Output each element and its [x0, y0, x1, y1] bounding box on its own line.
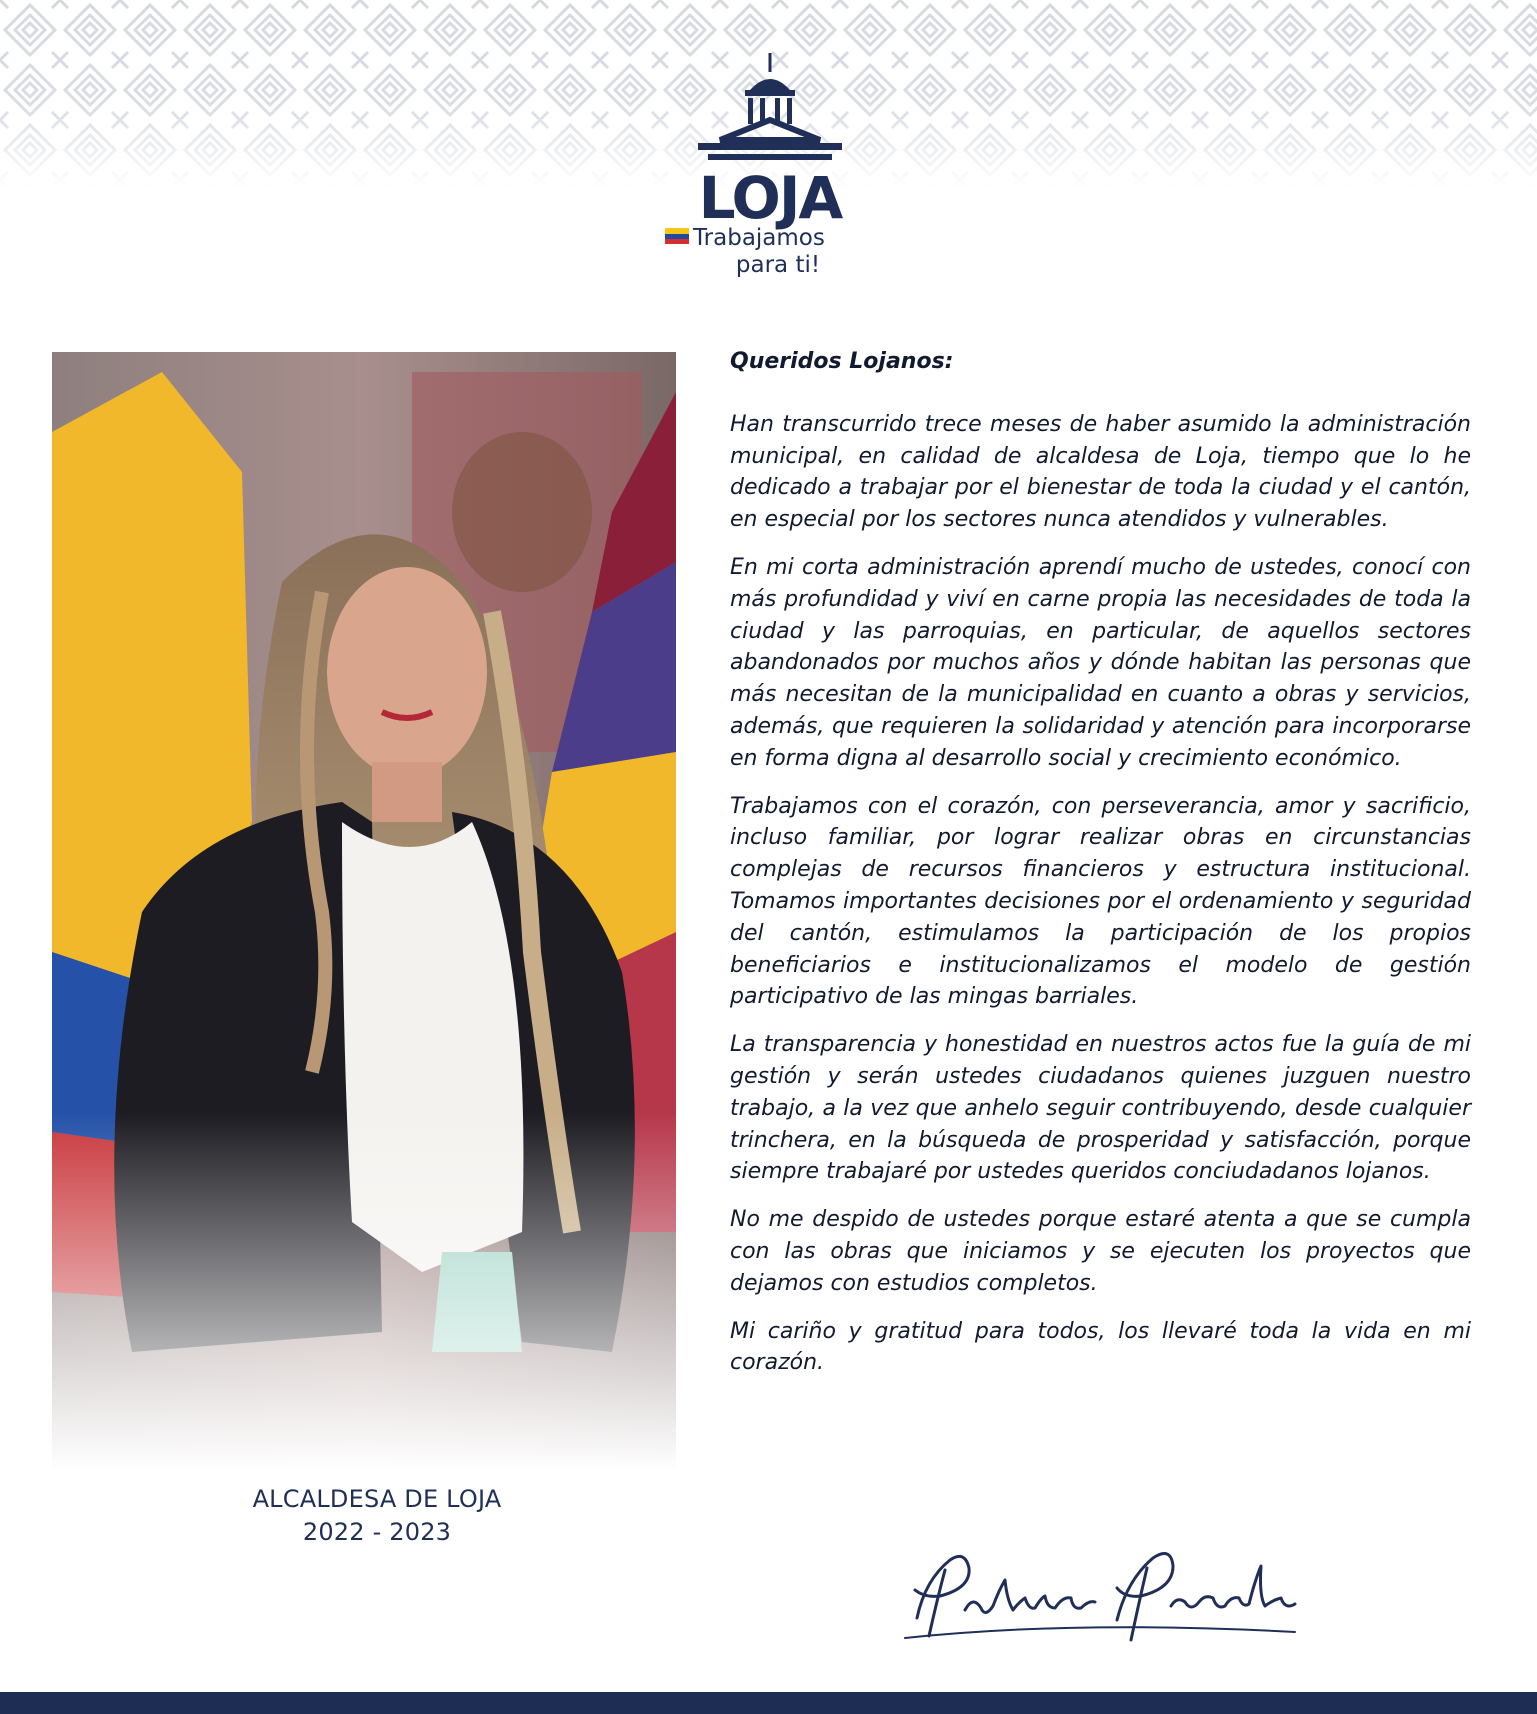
handwritten-signature: [895, 1540, 1315, 1650]
portrait-caption: [52, 1483, 702, 1549]
svg-text:para ti!: para ti!: [735, 252, 821, 278]
letter-paragraph: En mi corta administración aprendí mucho de ustedes, conocí con más profundidad y viví en carne propia las necesidades de toda la ciudad y las parroquias, en particular, de aquellos sectores abandonados por muchos años y dónde habitan las personas que más necesitan de la municipalidad en cuanto a obras y servicios, además, que requieren la solidaridad y atención para incorporarse en forma digna al desarrollo social y crecimiento económico.: [730, 554, 1471, 771]
mayor-portrait-photo: [52, 352, 676, 1470]
letter-paragraph: Han transcurrido trece meses de haber asumido la administración municipal, en calidad de alcaldesa de Loja, tiempo que lo he dedicado a trabajar por el bienestar de toda la ciudad y el cantón, en especial por los sectores nunca atendidos y vulnerables.: [730, 411, 1471, 533]
svg-text:Trabajamos: Trabajamos: [693, 225, 825, 251]
letter-paragraph: Mi cariño y gratitud para todos, los llevaré toda la vida en mi corazón.: [730, 1318, 1471, 1376]
signature-name: [895, 1540, 1001, 1544]
wordmark-text: [699, 164, 844, 232]
letter-paragraph: Trabajamos con el corazón, con perseverancia, amor y sacrificio, incluso familiar, por lograr realizar obras en circunstancias complejas de recursos financieros y estructura institucional. Tomamos importantes decisiones por el ordenamiento y seguridad del cantón, estimulamos la participación de los propios beneficiarios e institucionalizamos el modelo de gestión participativo de las mingas barriales.: [730, 793, 1471, 1010]
svg-text:LOJA: LOJA: [698, 164, 842, 232]
loja-logo: [660, 50, 880, 285]
caption-title: ALCALDESA DE LOJA: [252, 1485, 502, 1513]
caption-years: 2022 - 2023: [302, 1518, 452, 1546]
letter-paragraph: No me despido de ustedes porque estaré atenta a que se cumpla con las obras que iniciamos y se ejecuten los proyectos que dejamos con estudios completos.: [730, 1207, 1471, 1296]
letter-body: [730, 346, 1471, 1395]
footer-bar: [0, 1692, 1537, 1714]
letter-paragraph: La transparencia y honestidad en nuestros actos fue la guía de mi gestión y serán ustedes ciudadanos quienes juzguen nuestro trabajo, a la vez que anhelo seguir contribuyendo, desde cualquier trinchera, en la búsqueda de prosperidad y satisfacción, porque siempre trabajaré por ustedes queridos conciudadanos lojanos.: [730, 1032, 1471, 1185]
letter-greeting: Queridos Lojanos:: [730, 349, 954, 374]
